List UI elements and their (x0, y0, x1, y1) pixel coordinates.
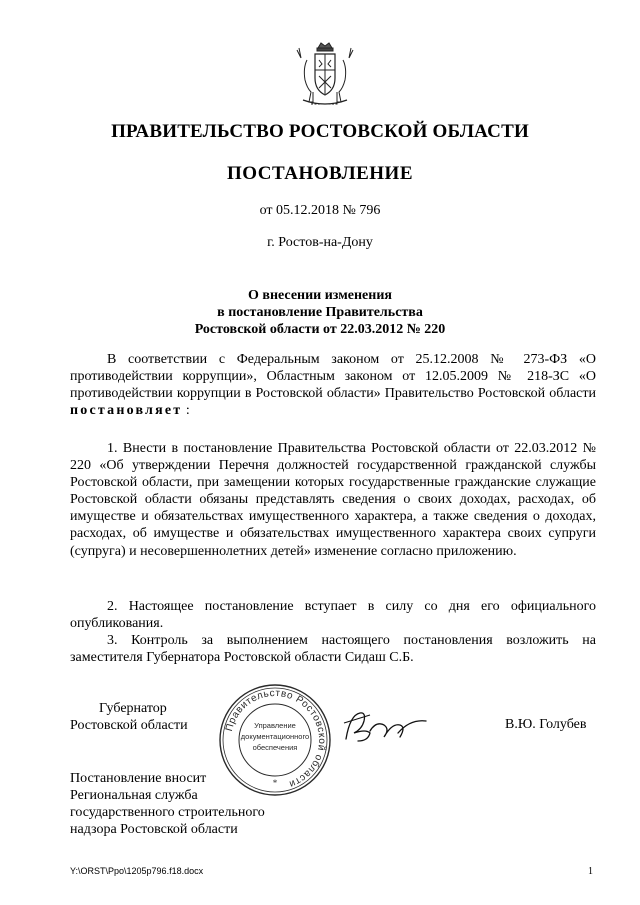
file-path: Y:\ORST\Ppo\1205p796.f18.docx (70, 866, 204, 876)
svg-text:*: * (272, 778, 278, 788)
document-subject (0, 287, 640, 338)
document-place: г. Ростов-на-Дону (267, 235, 373, 250)
stamp-ring-text: Правительство Ростовской области (223, 687, 328, 790)
issuer-line: Региональная служба (70, 788, 198, 803)
government-title: ПРАВИТЕЛЬСТВО РОСТОВСКОЙ ОБЛАСТИ (111, 121, 529, 142)
document-date-number: от 05.12.2018 № 796 (259, 203, 381, 218)
stamp-inner-text: документационного (240, 732, 310, 741)
subject-line: в постановление Правительства (217, 305, 423, 320)
subject-line: О внесении изменения (248, 288, 392, 303)
page-number: 1 (588, 866, 593, 877)
coat-of-arms-icon (293, 40, 357, 112)
issuer-line: государственного строительного (70, 805, 265, 820)
resolution-item: 1. Внести в постановление Правительства Ростовской области от 22.03.2012 № 220 «Об утверждении Перечня должностей государственной гражданской службы Ростовской области, при замещении которых государственные гражданские служащие Ростовской области обязаны представлять сведения о своих доходах, расходах, об имуществе и обязательствах имущественного характера, а также сведения о доходах, расходах, об имуществе и обязательствах имущественного характера своих супруги (супруга) и несовершеннолетних детей» изменение согласно приложению. (70, 441, 596, 559)
resolution-item: 3. Контроль за выполнением настоящего постановления возложить на заместителя Губернатора Ростовской области Сидаш С.Б. (70, 633, 596, 666)
issuer-line: надзора Ростовской области (70, 822, 238, 837)
document-type: ПОСТАНОВЛЕНИЕ (226, 163, 414, 184)
resolves-word: постановляет (70, 403, 183, 419)
issuer-line: Постановление вносит (70, 771, 207, 786)
preamble-paragraph (70, 351, 596, 419)
preamble-text: В соответствии с Федеральным законом от 25.12.2008 № 273-ФЗ «О противодействии коррупции», Областным законом от 12.05.2009 № 218-ЗС «О противодействии коррупции в Ростовской области» Правительство Ростовской области (70, 352, 596, 402)
handwritten-signature (340, 703, 432, 749)
stamp-inner-text: обеспечения (252, 743, 298, 752)
position-line: Губернатор (99, 701, 167, 716)
preamble-colon: : (185, 403, 190, 419)
stamp-inner-text: Управление (254, 721, 296, 730)
resolution-item: 2. Настоящее постановление вступает в силу со дня его официального опубликования. (70, 599, 596, 632)
signatory-name: В.Ю. Голубев (505, 717, 587, 732)
position-line: Ростовской области (70, 718, 188, 733)
subject-line: Ростовской области от 22.03.2012 № 220 (194, 322, 446, 337)
signatory-position (70, 700, 188, 734)
issuer-block (70, 770, 265, 838)
